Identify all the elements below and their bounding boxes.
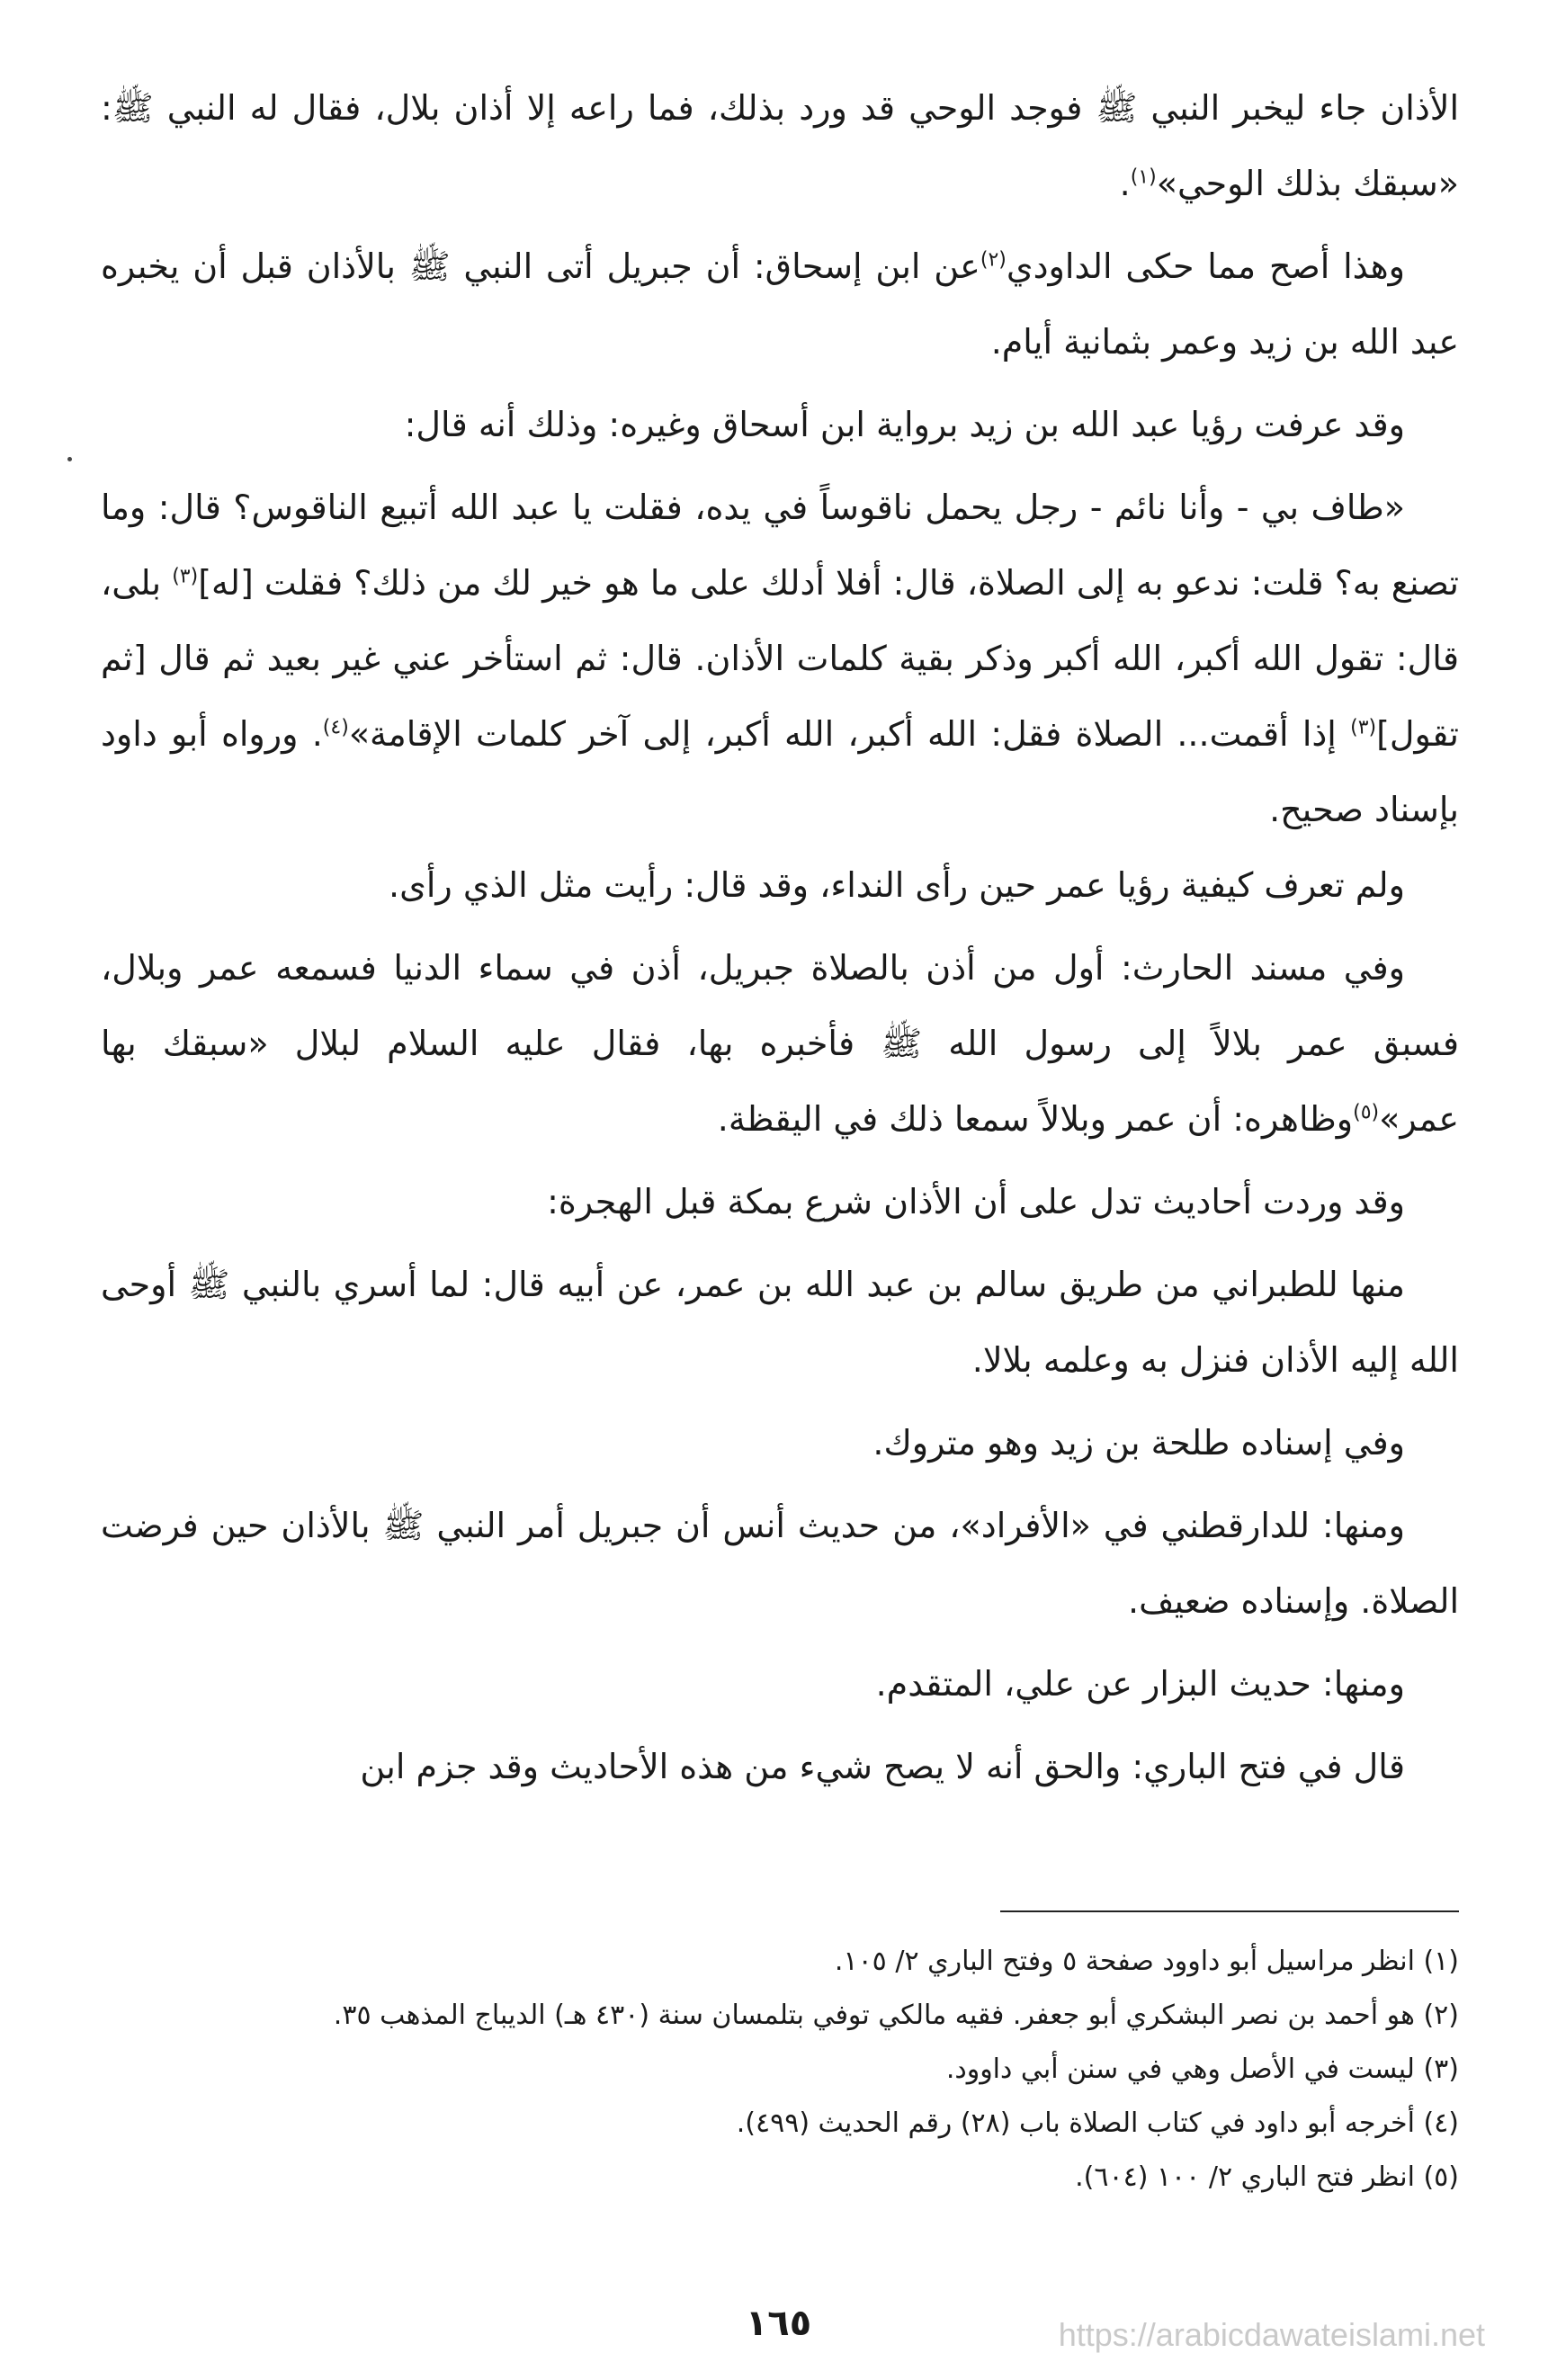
quote-block: [101, 470, 1459, 847]
footnote-ref-4[interactable]: (٤): [322, 716, 349, 739]
footnote-ref-3[interactable]: (٣): [172, 565, 199, 588]
footnote-ref-2[interactable]: (٢): [980, 248, 1007, 272]
page-body: [101, 70, 1459, 2301]
footnote-1: (١) انظر مراسيل أبو داوود صفحة ٥ وفتح الباري ٢/ ١٠٥.: [834, 1946, 1459, 1977]
footnote-ref-1[interactable]: (١): [1130, 166, 1157, 189]
paragraph-7: منها للطبراني من طريق سالم بن عبد الله بن عمر، عن أبيه قال: لما أسري بالنبي ﷺ أوحى الله إليه الأذان فنزل به وعلمه بلالا.: [101, 1265, 1459, 1380]
page-number: ١٦٥: [745, 2303, 812, 2344]
footnote-5: (٥) انظر فتح الباري ٢/ ١٠٠ (٦٠٤).: [1075, 2161, 1459, 2193]
paragraph-9: ومنها: للدارقطني في «الأفراد»، من حديث أنس أن جبريل أمر النبي ﷺ بالأذان حين فرضت الصلاة. وإسناده ضعيف.: [101, 1506, 1459, 1621]
footnote-ref-5[interactable]: (٥): [1353, 1101, 1380, 1124]
footnotes: [101, 1937, 1459, 2206]
footnote-separator: [1000, 1910, 1459, 1912]
paragraph-5: وفي مسند الحارث: أول من أذن بالصلاة جبريل، أذن في سماء الدنيا فسمعه عمر وبلال، فسبق عمر بلالاً إلى رسول الله ﷺ فأخبره بها، فقال عليه السلام لبلال «سبقك بها عمر»$^{(٥)}$وظاهره: أن عمر وبلالاً سمعا ذلك في اليقظة.: [101, 948, 1459, 1139]
watermark-url: https://arabicdawateislami.net: [1058, 2316, 1485, 2353]
paragraph-4: ولم تعرف كيفية رؤيا عمر حين رأى النداء، وقد قال: رأيت مثل الذي رأى.: [389, 865, 1405, 905]
footnote-4: (٤) أخرجه أبو داود في كتاب الصلاة باب (٢٨) رقم الحديث (٤٩٩).: [736, 2107, 1459, 2139]
paragraph-11: قال في فتح الباري: والحق أنه لا يصح شيء من هذه الأحاديث وقد جزم ابن: [360, 1747, 1405, 1786]
paragraph-3: وقد عرفت رؤيا عبد الله بن زيد برواية ابن أسحاق وغيره: وذلك أنه قال:: [404, 405, 1405, 444]
paragraph-1: الأذان جاء ليخبر النبي ﷺ فوجد الوحي قد ورد بذلك، فما راعه إلا أذان بلال، فقال له النبي ﷺ: «سبقك بذلك الوحي»$^{(١)}$.: [101, 88, 1459, 203]
paragraph-10: ومنها: حديث البزار عن علي، المتقدم.: [875, 1664, 1405, 1704]
paragraph-6: وقد وردت أحاديث تدل على أن الأذان شرع بمكة قبل الهجرة:: [547, 1182, 1405, 1221]
footnote-2: (٢) هو أحمد بن نصر البشكري أبو جعفر. فقيه مالكي توفي بتلمسان سنة (٤٣٠ هـ) الديباج المذهب ٣٥.: [333, 2000, 1459, 2031]
footnote-ref-3b[interactable]: (٣): [1350, 716, 1377, 739]
paragraph-2: وهذا أصح مما حكى الداودي$^{(٢)}$عن ابن إسحاق: أن جبريل أتى النبي ﷺ بالأذان قبل أن يخبره عبد الله بن زيد وعمر بثمانية أيام.: [101, 246, 1459, 362]
ink-dot: [67, 457, 72, 461]
quote-paragraph: «طاف بي - وأنا نائم - رجل يحمل ناقوساً في يده، فقلت يا عبد الله أتبيع الناقوس؟ قال: وما تصنع به؟ قلت: ندعو به إلى الصلاة، قال: أفلا أدلك على ما هو خير لك من ذلك؟ فقلت [له]$^{(٣)}$ بلى، قال: تقول الله أكبر، الله أكبر وذكر بقية كلمات الأذان. قال: ثم استأخر عني غير بعيد ثم قال [ثم تقول]$^{(٣)}$ إذا أقمت... الصلاة فقل: الله أكبر، الله أكبر، إلى آخر كلمات الإقامة»$^{(٤)}$. ورواه أبو داود بإسناد صحيح.: [101, 488, 1459, 829]
footnote-3: (٣) ليست في الأصل وهي في سنن أبي داوود.: [945, 2053, 1459, 2085]
paragraph-8: وفي إسناده طلحة بن زيد وهو متروك.: [872, 1423, 1405, 1463]
